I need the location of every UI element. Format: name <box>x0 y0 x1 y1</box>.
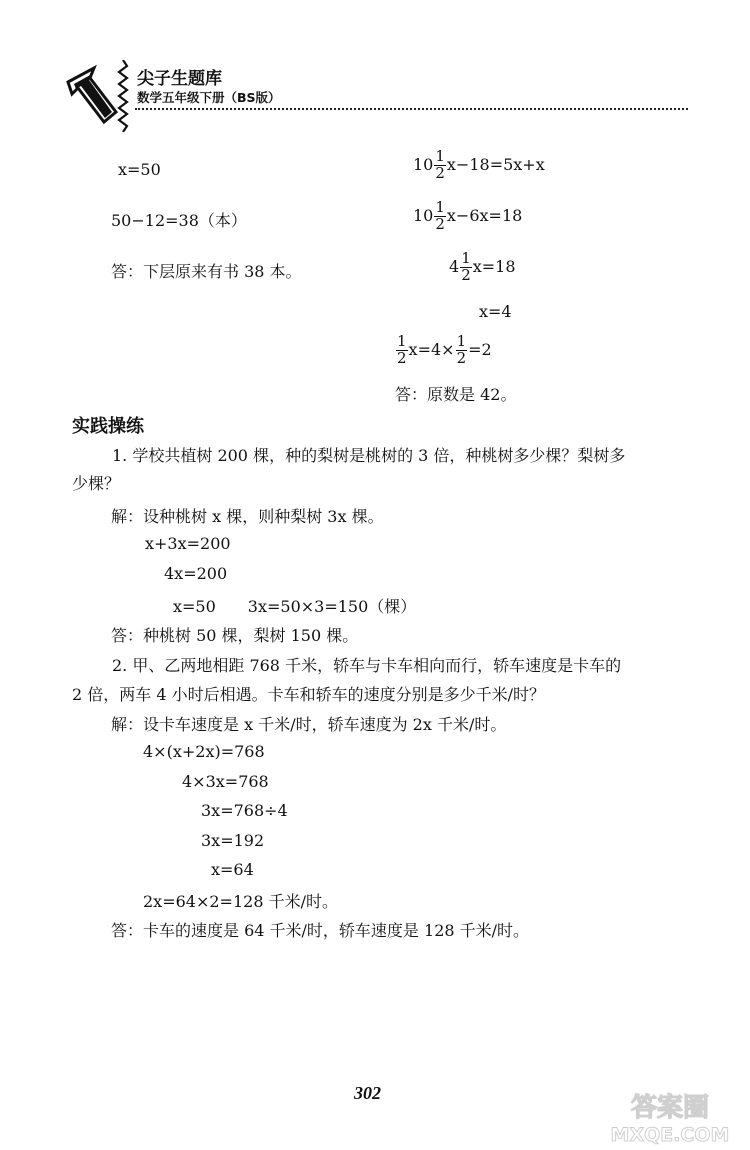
left-line-2: 50−12=38（本） <box>111 211 247 230</box>
problem-2-line-1: 2. 甲、乙两地相距 768 千米，轿车与卡车相向而行，轿车速度是卡车的 <box>112 656 622 675</box>
problem-1-step-3: x=50 3x=50×3=150（棵） <box>173 597 417 616</box>
svg-text:答案圈: 答案圈 <box>630 1093 710 1123</box>
left-answer: 答：下层原来有书 38 本。 <box>111 262 302 281</box>
header-dotted-rule <box>135 108 688 110</box>
problem-2-step-5: x=64 <box>211 860 254 879</box>
right-eq-4: x=4 <box>479 302 512 321</box>
arrow-logo-icon <box>64 64 120 134</box>
right-eq-1: 10 $\frac{1}{2}$ x−18=5x+x <box>413 147 545 182</box>
problem-2-step-1: 4×(x+2x)=768 <box>143 742 265 761</box>
problem-1-line-1: 1. 学校共植树 200 棵，种的梨树是桃树的 3 倍，种桃树多少棵？梨树多 <box>112 446 626 465</box>
right-answer: 答：原数是 42。 <box>395 385 517 404</box>
right-eq-2: 10 $\frac{1}{2}$ x−6x=18 <box>413 198 523 233</box>
book-subtitle: 数学五年级下册（BS版） <box>137 90 281 105</box>
problem-2-step-6: 2x=64×2=128 千米/时。 <box>143 892 338 911</box>
right-eq-5: $\frac{1}{2}$ x=4× $\frac{1}{2}$ =2 <box>397 332 492 367</box>
problem-2-step-2: 4×3x=768 <box>182 772 269 791</box>
problem-2-answer: 答：卡车的速度是 64 千米/时，轿车速度是 128 千米/时。 <box>111 921 530 940</box>
problem-1-answer: 答：种桃树 50 棵，梨树 150 棵。 <box>111 626 359 645</box>
problem-2-step-3: 3x=768÷4 <box>201 801 288 820</box>
problem-1-step-2: 4x=200 <box>164 564 228 583</box>
watermark-logo <box>600 1088 740 1146</box>
page-number: 302 <box>354 1083 381 1103</box>
problem-2-solution: 解：设卡车速度是 x 千米/时，轿车速度为 2x 千米/时。 <box>111 715 507 734</box>
right-eq-3: 4 $\frac{1}{2}$ x=18 <box>449 249 516 284</box>
problem-1-line-2: 少棵？ <box>72 474 121 493</box>
problem-1-solution: 解：设种桃树 x 棵，则种梨树 3x 棵。 <box>111 507 384 526</box>
problem-1-step-1: x+3x=200 <box>145 534 231 553</box>
left-line-1: x=50 <box>118 160 161 179</box>
book-title: 尖子生题库 <box>137 69 222 89</box>
problem-2-line-2: 2 倍，两车 4 小时后相遇。卡车和轿车的速度分别是多少千米/时？ <box>72 685 546 704</box>
svg-text:MXQE.COM: MXQE.COM <box>610 1124 730 1146</box>
section-title: 实践操练 <box>72 416 144 437</box>
zigzag-divider-icon <box>117 60 129 132</box>
problem-2-step-4: 3x=192 <box>201 831 265 850</box>
